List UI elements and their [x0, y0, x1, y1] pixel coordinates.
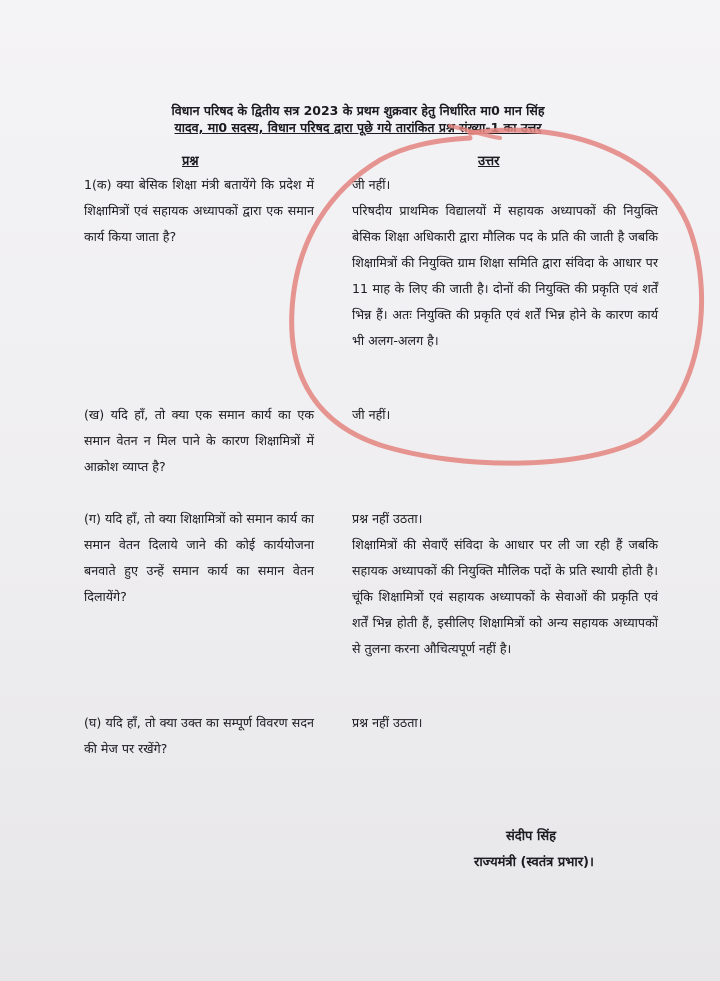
- question-ga: (ग) यदि हाँ, तो क्या शिक्षामित्रों को समान कार्य का समान वेतन दिलाये जाने की कोई कार्ययोजना बनवाते हुए उन्हें समान कार्य का समान वेतन दिलायेंगे?: [84, 511, 314, 604]
- answer-kha: जी नहीं।: [352, 407, 391, 422]
- signatory-designation: राज्यमंत्री (स्वतंत्र प्रभार)।: [474, 855, 594, 870]
- question-gha: (घ) यदि हाँ, तो क्या उक्त का सम्पूर्ण विवरण सदन की मेज पर रखेंगे?: [84, 715, 314, 756]
- answer-gha: प्रश्न नहीं उठता।: [352, 715, 423, 730]
- document-header: [78, 102, 638, 136]
- header-line-1: विधान परिषद के द्वितीय सत्र 2023 के प्रथम शुक्रवार हेतु निर्धारित मा0 मान सिंह: [171, 103, 545, 118]
- answer-ga-detail: शिक्षामित्रों की सेवाएँ संविदा के आधार पर ली जा रही हैं जबकि सहायक अध्यापकों की नियुक्ति मौलिक पदों के प्रति स्थायी होती है। चूंकि शिक्षामित्रों एवं सहायक अध्यापकों के सेवाओं की प्रकृति एवं शर्तें भिन्न होती हैं, इसीलिए शिक्षामित्रों को अन्य सहायक अध्यापकों से तुलना करना औचित्यपूर्ण नहीं है।: [352, 537, 658, 656]
- question-ka: 1(क) क्या बेसिक शिक्षा मंत्री बतायेंगे कि प्रदेश में शिक्षामित्रों एवं सहायक अध्यापकों द्वारा एक समान कार्य किया जाता है?: [84, 177, 314, 244]
- answer-column-heading: उत्तर: [478, 154, 500, 169]
- question-column-heading: प्रश्न: [182, 154, 199, 169]
- signatory-name: संदीप सिंह: [506, 829, 557, 844]
- answer-ka-short: जी नहीं।: [352, 177, 391, 192]
- answer-ka-detail: परिषदीय प्राथमिक विद्यालयों में सहायक अध्यापकों की नियुक्ति बेसिक शिक्षा अधिकारी द्वारा मौलिक पद के प्रति की जाती है जबकि शिक्षामित्रों की नियुक्ति ग्राम शिक्षा समिति द्वारा संविदा के आधार पर 11 माह के लिए की जाती है। दोनों की नियुक्ति की प्रकृति एवं शर्तें भिन्न हैं। अतः नियुक्ति की प्रकृति एवं शर्तें भिन्न होने के कारण कार्य भी अलग-अलग है।: [352, 203, 658, 348]
- answer-ga-short: प्रश्न नहीं उठता।: [352, 511, 423, 526]
- question-kha: (ख) यदि हाँ, तो क्या एक समान कार्य का एक समान वेतन न मिल पाने के कारण शिक्षामित्रों में आक्रोश व्याप्त है?: [84, 407, 314, 474]
- header-line-2: यादव, मा0 सदस्य, विधान परिषद द्वारा पूछे गये तारांकित प्रश्न संख्या-1 का उत्तर: [174, 120, 542, 135]
